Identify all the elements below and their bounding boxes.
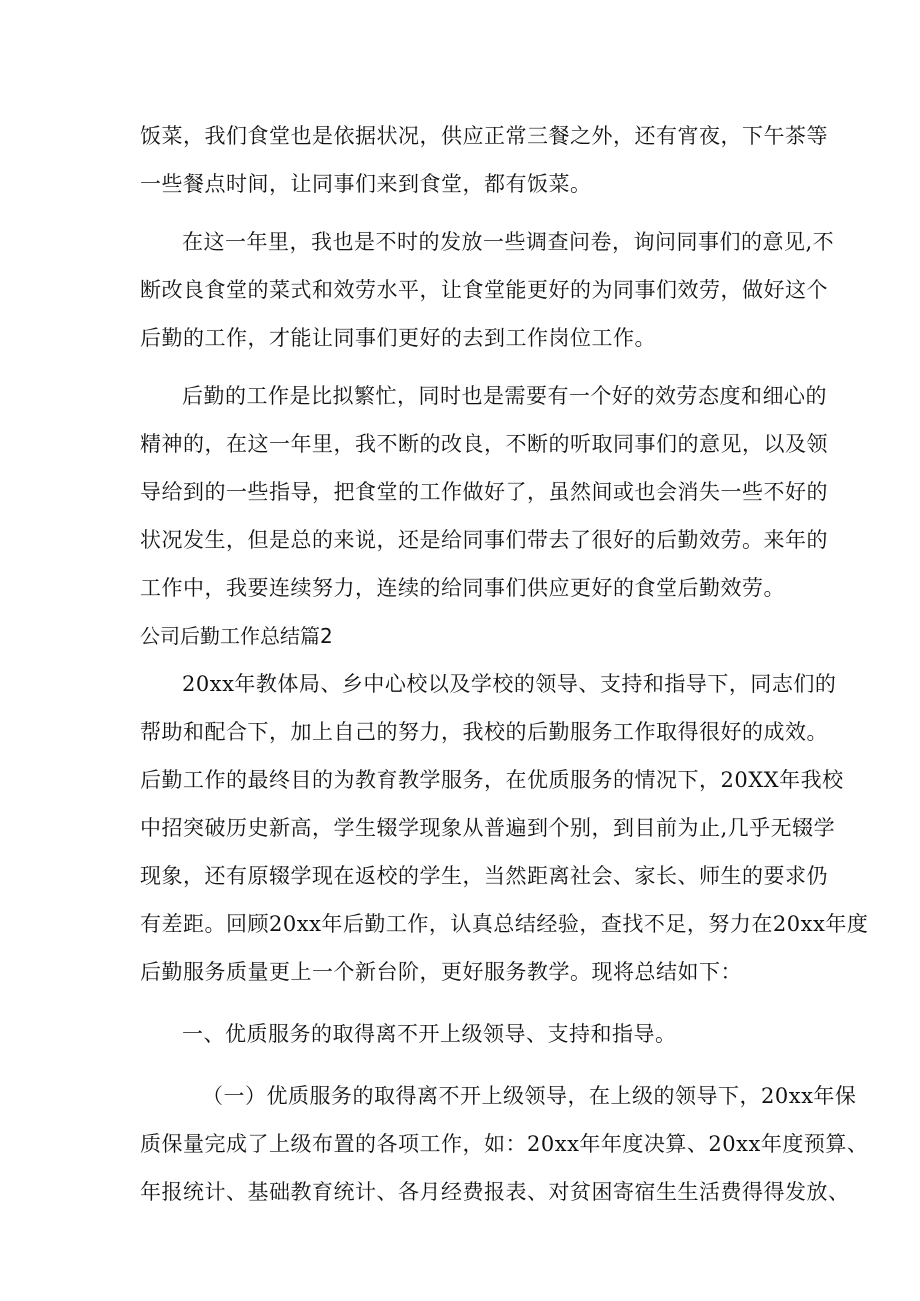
- text-line: 在这一年里，我也是不时的发放一些调查问卷，询问同事们的意见,不: [182, 230, 835, 254]
- text-line: 精神的，在这一年里，我不断的改良，不断的听取同事们的意见，以及领: [140, 432, 828, 456]
- subheading: 一、优质服务的取得离不开上级领导、支持和指导。: [182, 1022, 677, 1046]
- paragraph: [140, 660, 869, 996]
- text-line: 20xx年教体局、乡中心校以及学校的领导、支持和指导下，同志们的: [182, 672, 837, 696]
- paragraph: [140, 372, 828, 612]
- text-line: 质保量完成了上级布置的各项工作，如：20xx年年度决算、20xx年度预算、: [140, 1132, 869, 1156]
- text-line: 一些餐点时间，让同事们来到食堂，都有饭菜。: [140, 172, 592, 196]
- text-line: （一）优质服务的取得离不开上级领导，在上级的领导下，20xx年保: [202, 1084, 857, 1108]
- text-line: 断改良食堂的菜式和效劳水平，让食堂能更好的为同事们效劳，做好这个: [140, 278, 828, 302]
- text-line: 现象，还有原辍学现在返校的学生，当然距离社会、家长、师生的要求仍: [140, 864, 828, 888]
- paragraph: [140, 112, 828, 208]
- text-line: 工作中，我要连续努力，连续的给同事们供应更好的食堂后勤效劳。: [140, 576, 785, 600]
- section-title: 公司后勤工作总结篇2: [140, 624, 333, 648]
- text-line: 后勤服务质量更上一个新台阶，更好服务教学。现将总结如下：: [140, 960, 742, 984]
- text-line: 饭菜，我们食堂也是依据状况，供应正常三餐之外，还有宵夜，下午茶等: [140, 124, 828, 148]
- text-line: 有差距。回顾20xx年后勤工作，认真总结经验，查找不足，努力在20xx年度: [140, 912, 869, 936]
- paragraph: [140, 218, 835, 362]
- text-line: 帮助和配合下，加上自己的努力，我校的后勤服务工作取得很好的成效。: [140, 720, 828, 744]
- text-line: 后勤的工作，才能让同事们更好的去到工作岗位工作。: [140, 326, 656, 350]
- text-line: 年报统计、基础教育统计、各月经费报表、对贫困寄宿生生活费得得发放、: [140, 1180, 850, 1204]
- text-line: 后勤工作的最终目的为教育教学服务，在优质服务的情况下，20XX年我校: [140, 768, 844, 792]
- text-line: 导给到的一些指导，把食堂的工作做好了，虽然间或也会消失一些不好的: [140, 480, 828, 504]
- text-line: 后勤的工作是比拟繁忙，同时也是需要有一个好的效劳态度和细心的: [182, 384, 827, 408]
- document-body: [140, 112, 869, 1216]
- text-line: 中招突破历史新高，学生辍学现象从普遍到个别，到目前为止,几乎无辍学: [140, 816, 836, 840]
- text-line: 状况发生，但是总的来说，还是给同事们带去了很好的后勤效劳。来年的: [140, 528, 828, 552]
- paragraph: [140, 1072, 869, 1216]
